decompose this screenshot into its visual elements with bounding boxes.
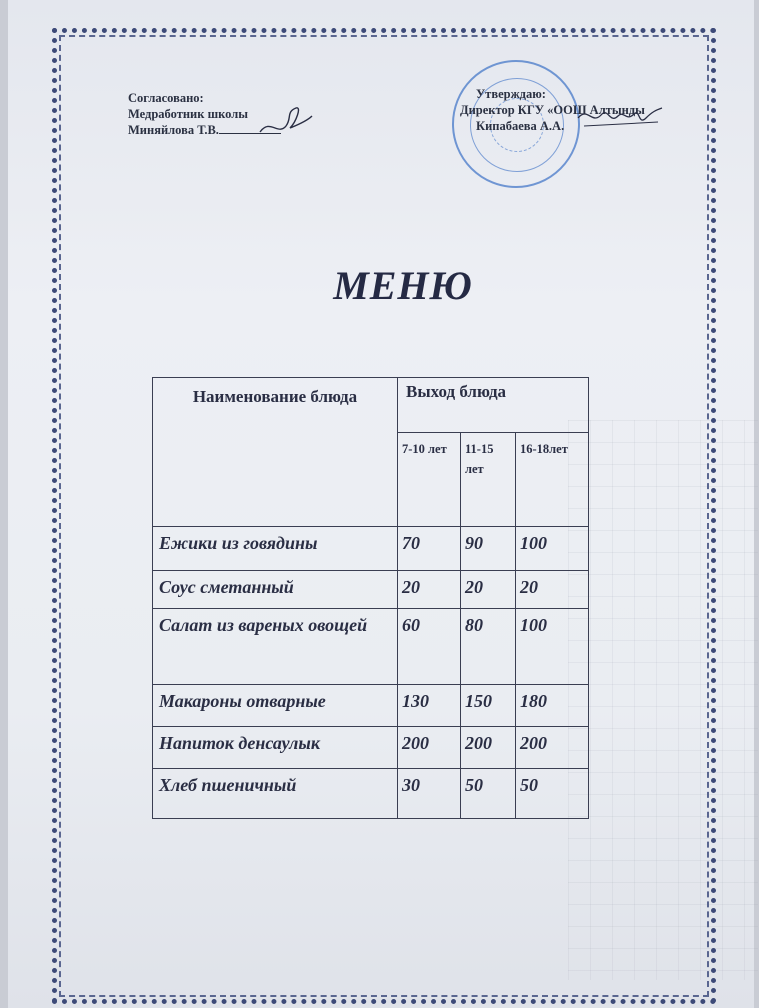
portion-value: 20 <box>398 571 461 609</box>
medic-signature <box>256 98 316 138</box>
header-age-group: 16-18лет <box>516 433 589 527</box>
table-row <box>153 727 589 769</box>
portion-value: 150 <box>461 685 516 727</box>
portion-value: 90 <box>461 527 516 571</box>
portion-value: 50 <box>461 769 516 819</box>
agreed-label: Согласовано: <box>128 91 204 105</box>
approve-label: Утверждаю: <box>476 87 546 101</box>
page-title: МЕНЮ <box>333 263 473 308</box>
portion-value: 30 <box>398 769 461 819</box>
portion-value: 200 <box>516 727 589 769</box>
dish-name: Салат из вареных овощей <box>153 609 398 685</box>
table-row <box>153 527 589 571</box>
portion-value: 200 <box>461 727 516 769</box>
portion-value: 20 <box>461 571 516 609</box>
portion-value: 70 <box>398 527 461 571</box>
approve-person: Кипабаева А.А. <box>476 119 565 133</box>
dish-name: Хлеб пшеничный <box>153 769 398 819</box>
approve-position: Директор КГУ «ООШ Алтынды <box>460 103 645 117</box>
menu-table <box>152 377 589 819</box>
portion-value: 80 <box>461 609 516 685</box>
agreed-person: Миняйлова Т.В. <box>128 122 281 138</box>
portion-value: 180 <box>516 685 589 727</box>
agreed-position: Медработник школы <box>128 107 249 121</box>
dish-name: Напиток денсаулык <box>153 727 398 769</box>
header-dish-name: Наименование блюда <box>153 378 398 527</box>
dish-name: Макароны отварные <box>153 685 398 727</box>
table-row <box>153 609 589 685</box>
header-output: Выход блюда <box>398 378 589 433</box>
table-row <box>153 769 589 819</box>
portion-value: 50 <box>516 769 589 819</box>
portion-value: 100 <box>516 527 589 571</box>
table-row <box>153 685 589 727</box>
portion-value: 200 <box>398 727 461 769</box>
paper-sheet <box>8 0 754 1008</box>
header-age-group: 11-15 лет <box>461 433 516 527</box>
portion-value: 20 <box>516 571 589 609</box>
table-row <box>153 571 589 609</box>
dish-name: Соус сметанный <box>153 571 398 609</box>
dish-name: Ежики из говядины <box>153 527 398 571</box>
portion-value: 60 <box>398 609 461 685</box>
header-age-group: 7-10 лет <box>398 433 461 527</box>
portion-value: 100 <box>516 609 589 685</box>
portion-value: 130 <box>398 685 461 727</box>
director-signature <box>574 100 664 134</box>
